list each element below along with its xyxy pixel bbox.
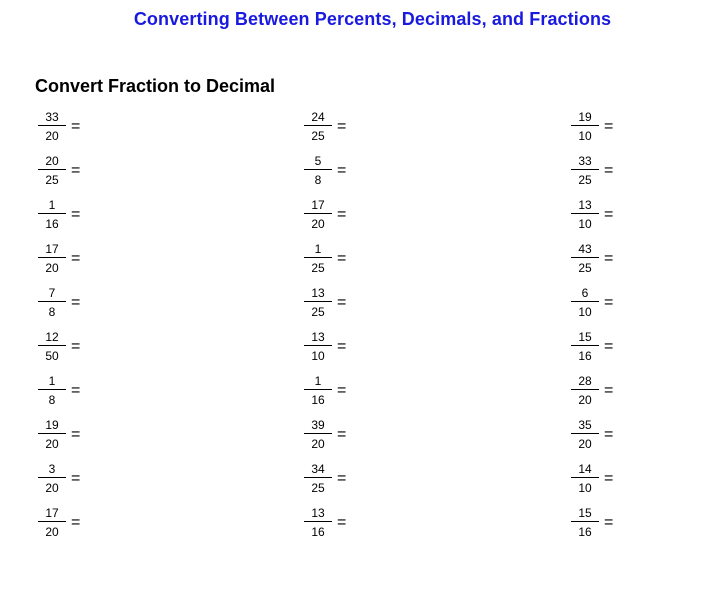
equals-sign: =: [604, 382, 614, 399]
numerator: 3: [38, 462, 66, 478]
denominator: 20: [45, 437, 59, 451]
numerator: 14: [571, 462, 599, 478]
fraction-problem: [304, 506, 384, 542]
denominator: 20: [578, 393, 592, 407]
equals-sign: =: [604, 250, 614, 267]
denominator: 25: [311, 129, 325, 143]
equals-sign: =: [337, 118, 347, 135]
fraction-problem: [304, 286, 384, 322]
equals-sign: =: [604, 338, 614, 355]
denominator: 20: [311, 437, 325, 451]
fraction-problem: [571, 242, 651, 278]
equals-sign: =: [337, 206, 347, 223]
denominator: 10: [578, 217, 592, 231]
denominator: 8: [48, 305, 56, 319]
fraction-problem: [38, 374, 118, 410]
fraction-problem: [38, 286, 118, 322]
fraction: [38, 198, 66, 232]
numerator: 33: [38, 110, 66, 126]
fraction-problem: [571, 198, 651, 234]
equals-sign: =: [604, 426, 614, 443]
fraction-problem: [304, 198, 384, 234]
equals-sign: =: [604, 206, 614, 223]
fraction-problem: [571, 506, 651, 542]
denominator: 25: [578, 173, 592, 187]
equals-sign: =: [604, 470, 614, 487]
fraction: [571, 110, 599, 144]
denominator: 10: [578, 129, 592, 143]
numerator: 28: [571, 374, 599, 390]
denominator: 10: [311, 349, 325, 363]
fraction-problem: [38, 198, 118, 234]
equals-sign: =: [604, 294, 614, 311]
denominator: 20: [45, 525, 59, 539]
denominator: 16: [578, 525, 592, 539]
fraction: [304, 506, 332, 540]
numerator: 19: [571, 110, 599, 126]
equals-sign: =: [337, 426, 347, 443]
fraction: [38, 418, 66, 452]
numerator: 39: [304, 418, 332, 434]
numerator: 15: [571, 506, 599, 522]
fraction-problem: [571, 110, 651, 146]
fraction: [38, 154, 66, 188]
numerator: 35: [571, 418, 599, 434]
fraction: [38, 462, 66, 496]
fraction-problem: [571, 330, 651, 366]
denominator: 25: [578, 261, 592, 275]
equals-sign: =: [71, 426, 81, 443]
fraction-problem: [304, 110, 384, 146]
fraction: [38, 110, 66, 144]
numerator: 43: [571, 242, 599, 258]
numerator: 13: [304, 506, 332, 522]
numerator: 1: [38, 198, 66, 214]
denominator: 25: [311, 305, 325, 319]
numerator: 17: [304, 198, 332, 214]
numerator: 20: [38, 154, 66, 170]
numerator: 13: [304, 330, 332, 346]
denominator: 8: [48, 393, 56, 407]
equals-sign: =: [604, 162, 614, 179]
denominator: 20: [45, 129, 59, 143]
fraction-problem: [304, 330, 384, 366]
page-title: Converting Between Percents, Decimals, and Fractions: [133, 9, 612, 29]
fraction-problem: [571, 154, 651, 190]
fraction-problem: [38, 462, 118, 498]
fraction-problem: [38, 418, 118, 454]
fraction: [304, 286, 332, 320]
fraction: [571, 418, 599, 452]
equals-sign: =: [604, 514, 614, 531]
fraction: [571, 374, 599, 408]
fraction: [571, 506, 599, 540]
numerator: 12: [38, 330, 66, 346]
numerator: 17: [38, 242, 66, 258]
numerator: 1: [304, 374, 332, 390]
fraction-problem: [304, 374, 384, 410]
fraction-problem: [571, 286, 651, 322]
fraction: [571, 286, 599, 320]
equals-sign: =: [71, 470, 81, 487]
equals-sign: =: [337, 162, 347, 179]
fraction-problem: [571, 462, 651, 498]
denominator: 20: [45, 261, 59, 275]
equals-sign: =: [71, 250, 81, 267]
fraction: [304, 198, 332, 232]
fraction-problem: [38, 154, 118, 190]
equals-sign: =: [71, 382, 81, 399]
denominator: 25: [311, 481, 325, 495]
fraction: [571, 198, 599, 232]
fraction: [304, 110, 332, 144]
numerator: 13: [304, 286, 332, 302]
equals-sign: =: [71, 338, 81, 355]
equals-sign: =: [337, 382, 347, 399]
denominator: 25: [311, 261, 325, 275]
fraction: [571, 462, 599, 496]
fraction: [571, 154, 599, 188]
equals-sign: =: [604, 118, 614, 135]
denominator: 20: [311, 217, 325, 231]
fraction: [304, 154, 332, 188]
numerator: 1: [304, 242, 332, 258]
denominator: 20: [45, 481, 59, 495]
fraction-problem: [38, 330, 118, 366]
equals-sign: =: [71, 514, 81, 531]
equals-sign: =: [71, 162, 81, 179]
problems-grid: [0, 110, 727, 550]
denominator: 10: [578, 305, 592, 319]
fraction-problem: [304, 418, 384, 454]
numerator: 13: [571, 198, 599, 214]
numerator: 7: [38, 286, 66, 302]
fraction: [38, 242, 66, 276]
fraction: [38, 330, 66, 364]
equals-sign: =: [337, 470, 347, 487]
numerator: 19: [38, 418, 66, 434]
fraction: [304, 242, 332, 276]
denominator: 8: [314, 173, 322, 187]
fraction-problem: [571, 374, 651, 410]
fraction-problem: [38, 506, 118, 542]
fraction-problem: [304, 462, 384, 498]
denominator: 16: [311, 525, 325, 539]
numerator: 24: [304, 110, 332, 126]
denominator: 16: [578, 349, 592, 363]
denominator: 50: [45, 349, 59, 363]
equals-sign: =: [71, 294, 81, 311]
numerator: 1: [38, 374, 66, 390]
fraction-problem: [38, 242, 118, 278]
equals-sign: =: [71, 118, 81, 135]
fraction: [571, 242, 599, 276]
denominator: 16: [45, 217, 59, 231]
equals-sign: =: [337, 338, 347, 355]
numerator: 5: [304, 154, 332, 170]
numerator: 6: [571, 286, 599, 302]
denominator: 20: [578, 437, 592, 451]
equals-sign: =: [337, 514, 347, 531]
denominator: 10: [578, 481, 592, 495]
fraction: [38, 506, 66, 540]
denominator: 25: [45, 173, 59, 187]
numerator: 15: [571, 330, 599, 346]
numerator: 34: [304, 462, 332, 478]
fraction: [304, 330, 332, 364]
fraction-problem: [571, 418, 651, 454]
fraction-problem: [304, 154, 384, 190]
fraction-problem: [38, 110, 118, 146]
fraction: [304, 418, 332, 452]
fraction: [304, 462, 332, 496]
section-heading: Convert Fraction to Decimal: [35, 76, 276, 96]
fraction: [38, 374, 66, 408]
numerator: 17: [38, 506, 66, 522]
equals-sign: =: [71, 206, 81, 223]
equals-sign: =: [337, 294, 347, 311]
fraction: [571, 330, 599, 364]
equals-sign: =: [337, 250, 347, 267]
numerator: 33: [571, 154, 599, 170]
fraction-problem: [304, 242, 384, 278]
fraction: [304, 374, 332, 408]
fraction: [38, 286, 66, 320]
denominator: 16: [311, 393, 325, 407]
